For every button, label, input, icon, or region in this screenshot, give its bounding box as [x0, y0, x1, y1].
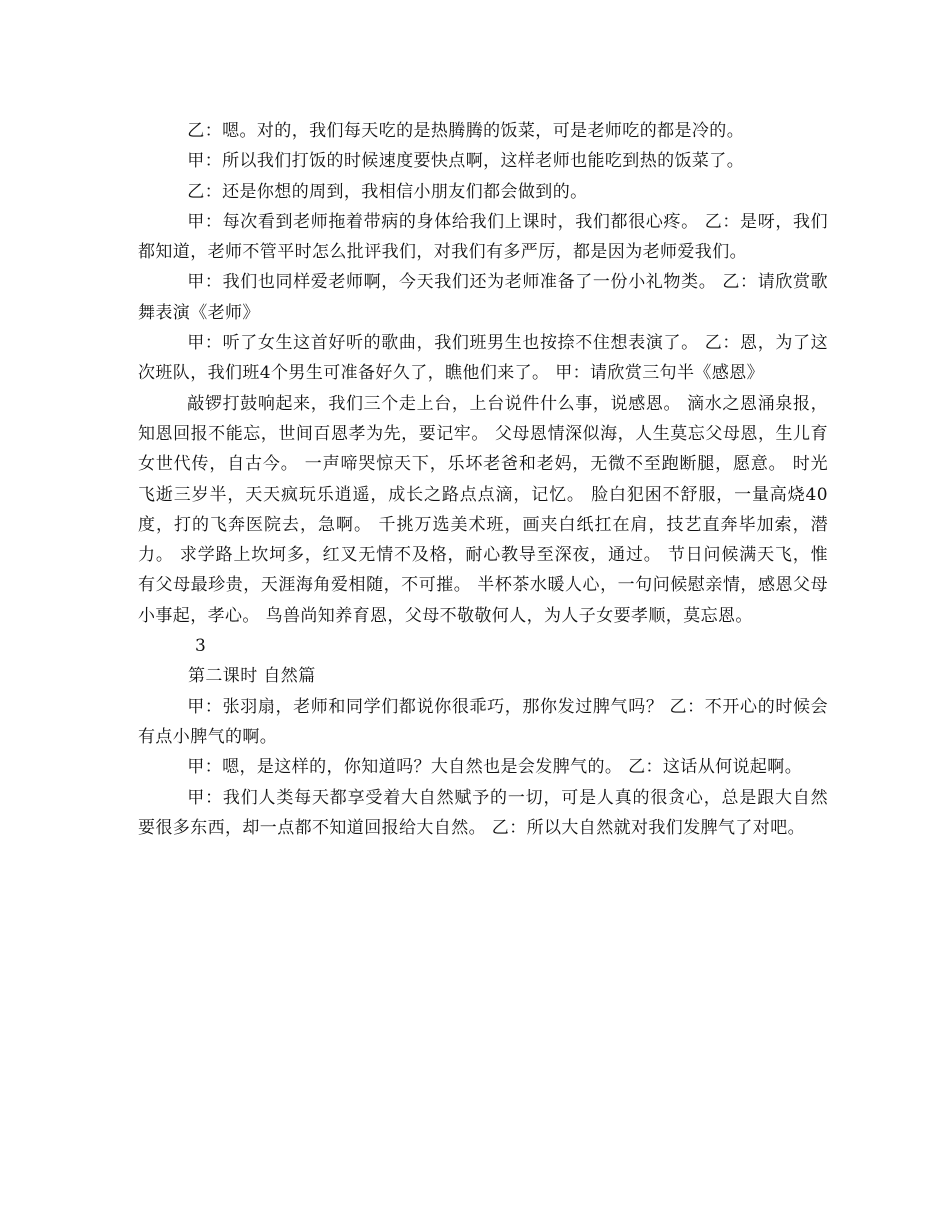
dialogue-paragraph: 乙：还是你想的周到，我相信小朋友们都会做到的。 [187, 181, 588, 202]
dialogue-paragraph: 甲：所以我们打饭的时候速度要快点啊，这样老师也能吃到热的饭菜了。 [187, 151, 745, 172]
page-number: 3 [195, 636, 207, 657]
dialogue-paragraph: 甲：听了女生这首好听的歌曲，我们班男生也按捺不住想表演了。 乙：恩，为了这次班队，我们班4个男生可准备好久了，瞧他们来了。 甲：请欣赏三句半《感恩》 [138, 333, 828, 384]
section-heading: 第二课时 自然篇 [188, 666, 316, 687]
dialogue-paragraph: 甲：嗯，是这样的，你知道吗？大自然也是会发脾气的。 乙：这话从何说起啊。 [187, 757, 803, 778]
dialogue-paragraph: 甲：张羽扇，老师和同学们都说你很乖巧，那你发过脾气吗？ 乙：不开心的时候会有点小脾气的啊。 [138, 696, 828, 747]
dialogue-paragraph: 乙：嗯。对的，我们每天吃的是热腾腾的饭菜，可是老师吃的都是冷的。 [187, 121, 745, 141]
dialogue-paragraph: 甲：我们人类每天都享受着大自然赋予的一切，可是人真的很贪心，总是跟大自然要很多东西，却一点都不知道回报给大自然。 乙：所以大自然就对我们发脾气了对吧。 [138, 787, 828, 838]
document-body [138, 116, 828, 843]
poem-paragraph: 敲锣打鼓响起来，我们三个走上台，上台说件什么事，说感恩。 滴水之恩涌泉报，知恩回报不能忘，世间百恩孝为先，要记牢。 父母恩情深似海，人生莫忘父母恩，生儿育女世代传，自古今。 一声啼哭惊天下，乐坏老爸和老妈，无微不至跑断腿，愿意。 时光飞逝三岁半，天天疯玩乐逍遥，成长之路点点滴，记忆。 脸白犯困不舒服，一量高烧40度，打的飞奔医院去，急啊。 千挑万选美术班，画夹白纸扛在肩，技艺直奔毕加索，潜力。 求学路上坎坷多，红叉无情不及格，耐心教导至深夜，通过。 节日问候满天飞，惟有父母最珍贵，天涯海角爱相随，不可摧。 半杯茶水暖人心，一句问候慰亲情，感恩父母小事起，孝心。 鸟兽尚知养育恩，父母不敬敬何人，为人子女要孝顺，莫忘恩。 [138, 393, 828, 626]
dialogue-paragraph: 甲：每次看到老师拖着带病的身体给我们上课时，我们都很心疼。 乙：是呀，我们都知道，老师不管平时怎么批评我们，对我们有多严厉，都是因为老师爱我们。 [138, 211, 828, 263]
dialogue-paragraph: 甲：我们也同样爱老师啊，今天我们还为老师准备了一份小礼物类。 乙：请欣赏歌舞表演《老师》 [138, 272, 828, 323]
